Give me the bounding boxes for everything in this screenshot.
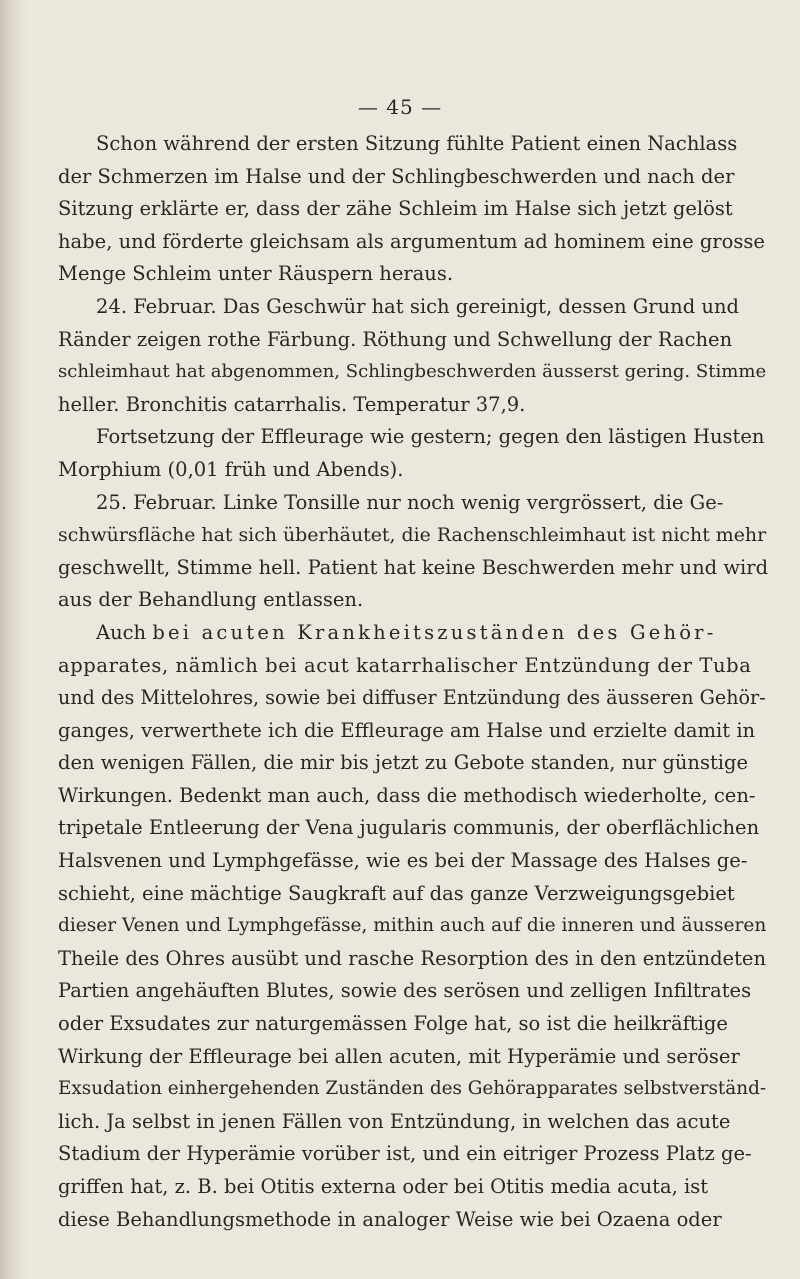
text-line: Partien angehäuften Blutes, sowie des serösen und zelligen Infiltrates: [58, 979, 752, 1003]
text-line: heller. Bronchitis catarrhalis. Temperatur 37,9.: [58, 392, 526, 416]
text-line: ganges, verwerthete ich die Effleurage am Halse und erzielte damit in: [58, 718, 756, 742]
text-run: Auch: [96, 620, 153, 644]
paragraph-5: [58, 617, 770, 1236]
page-gutter-shadow: [0, 0, 28, 1279]
text-line: Halsvenen und Lymphgefässe, wie es bei der Massage des Halses ge-: [58, 849, 748, 873]
text-line: den wenigen Fällen, die mir bis jetzt zu Gebote standen, nur günstige: [58, 751, 749, 775]
text-line: diese Behandlungsmethode in analoger Weise wie bei Ozaena oder: [58, 1207, 722, 1231]
text-line: apparates, nämlich bei acut katarrhalischer Entzündung der Tuba: [58, 653, 752, 677]
text-line: schieht, eine mächtige Saugkraft auf das ganze Verzweigungsgebiet: [58, 881, 735, 905]
text-line: oder Exsudates zur naturgemässen Folge hat, so ist die heilkräftige: [58, 1012, 728, 1036]
text-line: griffen hat, z. B. bei Otitis externa oder bei Otitis media acuta, ist: [58, 1175, 709, 1198]
text-line: lich. Ja selbst in jenen Fällen von Entzündung, in welchen das acute: [58, 1109, 731, 1133]
text-line: und des Mittelohres, sowie bei diffuser Entzündung des äusseren Gehör-: [58, 686, 766, 710]
text-line: dieser Venen und Lymphgefässe, mithin auch auf die inneren und äusseren: [58, 915, 767, 937]
text-line: schleimhaut hat abgenommen, Schlingbeschwerden äusserst gering. Stimme: [58, 361, 767, 383]
text-line: schwürsfläche hat sich überhäutet, die Rachenschleimhaut ist nicht mehr: [58, 524, 767, 547]
spaced-emphasis-text: bei acuten Krankheitszuständen des Gehör-: [152, 620, 717, 644]
text-line: Stadium der Hyperämie vorüber ist, und ein eitriger Prozess Platz ge-: [58, 1142, 752, 1166]
text-line: 24. Februar. Das Geschwür hat sich gereinigt, dessen Grund und: [96, 294, 740, 318]
text-line: Schon während der ersten Sitzung fühlte Patient einen Nachlass: [96, 132, 738, 155]
text-line: aus der Behandlung entlassen.: [58, 588, 364, 612]
text-line: habe, und förderte gleichsam als argumentum ad hominem eine grosse: [58, 229, 765, 253]
text-line: [58, 617, 770, 650]
text-line: Exsudation einhergehenden Zuständen des Gehörapparates selbstverständ-: [58, 1078, 767, 1100]
text-line: Menge Schleim unter Räuspern heraus.: [58, 262, 454, 286]
text-line: Wirkungen. Bedenkt man auch, dass die methodisch wiederholte, cen-: [58, 783, 756, 807]
text-line: tripetale Entleerung der Vena jugularis communis, der oberflächlichen: [58, 816, 760, 840]
text-line: Sitzung erklärte er, dass der zähe Schleim im Halse sich jetzt gelöst: [58, 197, 733, 221]
text-line: Ränder zeigen rothe Färbung. Röthung und Schwellung der Rachen: [58, 327, 733, 351]
text-line: Wirkung der Effleurage bei allen acuten, mit Hyperämie und seröser: [58, 1044, 740, 1068]
paragraph-2: [58, 291, 770, 421]
page-number: — 45 —: [357, 95, 443, 119]
text-line: Theile des Ohres ausübt und rasche Resorption des in den entzündeten: [58, 946, 767, 970]
body-text: [58, 128, 770, 1236]
paragraph-3: [58, 421, 770, 486]
paragraph-4: [58, 487, 770, 617]
text-line: der Schmerzen im Halse und der Schlingbeschwerden und nach der: [58, 164, 735, 188]
text-line: 25. Februar. Linke Tonsille nur noch wenig vergrössert, die Ge-: [96, 490, 724, 514]
text-line: geschwellt, Stimme hell. Patient hat keine Beschwerden mehr und wird: [58, 555, 769, 579]
text-line: Fortsetzung der Effleurage wie gestern; gegen den lästigen Husten: [96, 425, 765, 449]
paragraph-1: [58, 128, 770, 291]
text-line: Morphium (0,01 früh und Abends).: [58, 457, 404, 481]
